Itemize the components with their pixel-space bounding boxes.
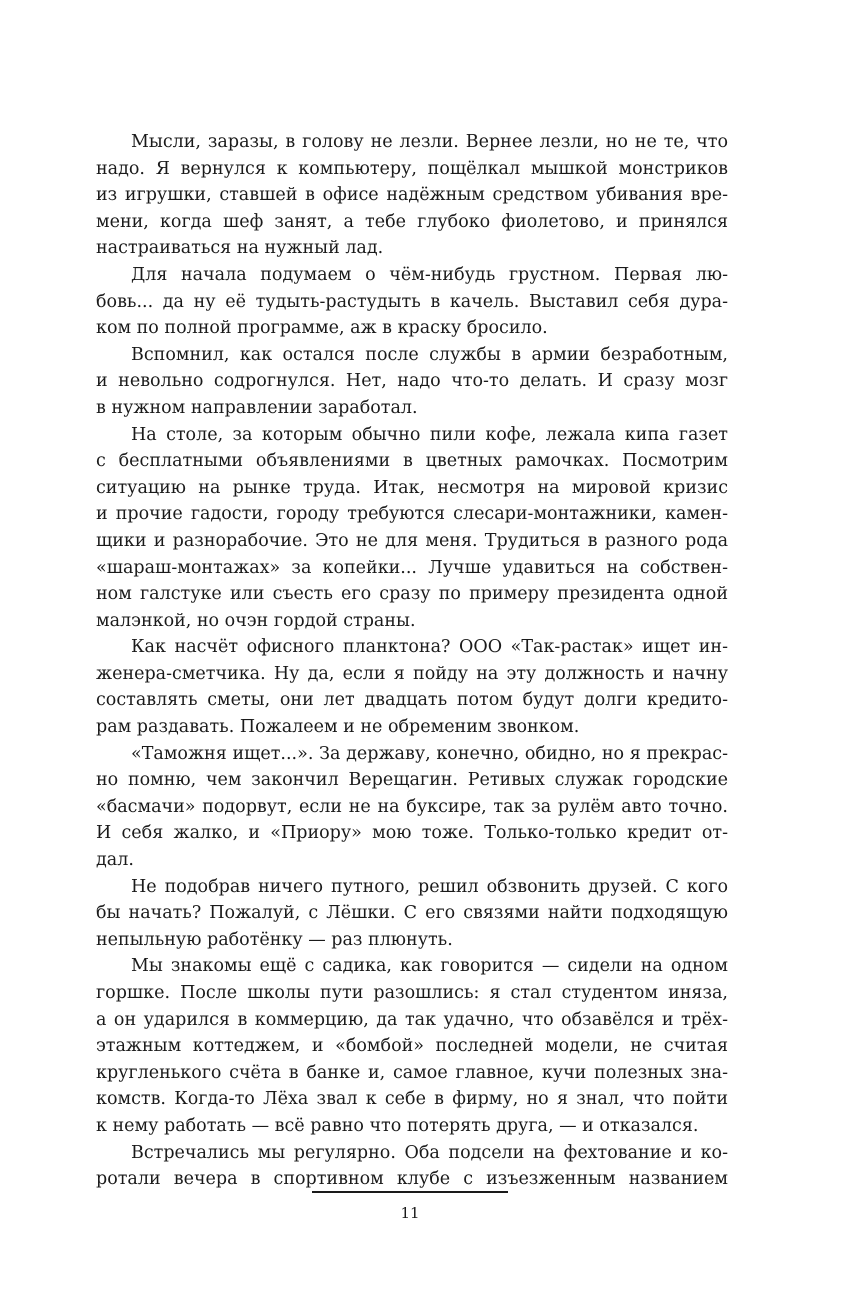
text-line: малэнкой, но очэн гордой страны. <box>96 610 416 631</box>
footer-rule <box>312 1191 508 1193</box>
text-line: женера-сметчика. Ну да, если я пойду на эту должность и начну <box>96 663 728 684</box>
text-line: дал. <box>96 850 134 871</box>
text-line: Для начала подумаем о чём-нибудь грустном. Первая лю- <box>131 264 728 285</box>
text-line: комств. Когда-то Лёха звал к себе в фирму, но я знал, что пойти <box>96 1089 728 1110</box>
text-line: Мы знакомы ещё с садика, как говорится — сидели на одном <box>131 956 728 977</box>
text-line: этажным коттеджем, и «бомбой» последней модели, не считая <box>96 1036 728 1057</box>
paragraph <box>96 1140 728 1193</box>
text-line: рам раздавать. Пожалеем и не обременим звонком. <box>96 717 580 738</box>
text-line: «Таможня ищет...». За державу, конечно, обидно, но я прекрас- <box>131 743 728 764</box>
paragraph <box>96 634 728 740</box>
paragraph <box>96 874 728 954</box>
body-text <box>96 129 728 1193</box>
text-line: ситуацию на рынке труда. Итак, несмотря на мировой кризис <box>96 477 728 498</box>
text-line: горшке. После школы пути разошлись: я стал студентом иняза, <box>96 983 728 1003</box>
text-line: «басмачи» подорвут, если не на буксире, так за рулём авто точно. <box>96 796 728 817</box>
paragraph <box>96 262 728 342</box>
text-line: На столе, за которым обычно пили кофе, лежала кипа газет <box>131 424 728 445</box>
text-line: но помню, чем закончил Верещагин. Ретивых служак городские <box>96 770 728 791</box>
text-line: Встречались мы регулярно. Оба подсели на фехтование и ко- <box>131 1142 728 1163</box>
paragraph <box>96 129 728 262</box>
text-line: к нему работать — всё равно что потерять друга, — и отказался. <box>96 1115 699 1136</box>
text-line: мени, когда шеф занят, а тебе глубоко фиолетово, и принялся <box>96 211 728 232</box>
text-line: ротали вечера в спортивном клубе с изъезженным названием <box>96 1169 728 1190</box>
text-line: составлять сметы, они лет двадцать потом будут долги кредито- <box>96 690 728 711</box>
text-line: а он ударился в коммерцию, да так удачно, что обзавёлся и трёх- <box>96 1009 728 1030</box>
page-number: 11 <box>400 1204 420 1222</box>
text-line: и невольно содрогнулся. Нет, надо что-то делать. И сразу мозг <box>96 371 728 392</box>
text-line: Вспомнил, как остался после службы в армии безработным, <box>131 344 728 365</box>
text-line: и прочие гадости, городу требуются слесари-монтажники, камен- <box>96 504 728 525</box>
text-line: настраиваться на нужный лад. <box>96 238 384 259</box>
text-line: «шараш-монтажах» за копейки... Лучше удавиться на собствен- <box>96 557 728 578</box>
text-line: из игрушки, ставшей в офисе надёжным средством убивания вре- <box>96 185 728 206</box>
paragraph <box>96 342 728 422</box>
text-line: И себя жалко, и «Приору» мою тоже. Только-только кредит от- <box>96 823 728 844</box>
paragraph <box>96 953 728 1139</box>
text-line: с бесплатными объявлениями в цветных рамочках. Посмотрим <box>96 451 728 472</box>
text-line: Не подобрав ничего путного, решил обзвонить друзей. С кого <box>131 876 728 897</box>
text-line: непыльную работёнку — раз плюнуть. <box>96 929 453 950</box>
text-line: надо. Я вернулся к компьютеру, пощёлкал мышкой монстриков <box>96 158 728 179</box>
text-line: кругленького счёта в банке и, самое главное, кучи полезных зна- <box>96 1062 728 1083</box>
paragraph <box>96 422 728 635</box>
text-line: в нужном направлении заработал. <box>96 397 418 418</box>
text-line: ком по полной программе, аж в краску бросило. <box>96 318 548 339</box>
text-line: Как насчёт офисного планктона? ООО «Так-растак» ищет ин- <box>131 637 728 658</box>
paragraph <box>96 741 728 874</box>
text-line: ном галстуке или съесть его сразу по примеру президента одной <box>96 584 728 605</box>
text-line: бы начать? Пожалуй, с Лёшки. С его связями найти подходящую <box>96 903 728 924</box>
text-line: бовь... да ну её тудыть-растудыть в качель. Выставил себя дура- <box>96 291 728 312</box>
text-line: щики и разнорабочие. Это не для меня. Трудиться в разного рода <box>96 530 728 551</box>
text-line: Мысли, заразы, в голову не лезли. Вернее лезли, но не те, что <box>131 132 728 152</box>
